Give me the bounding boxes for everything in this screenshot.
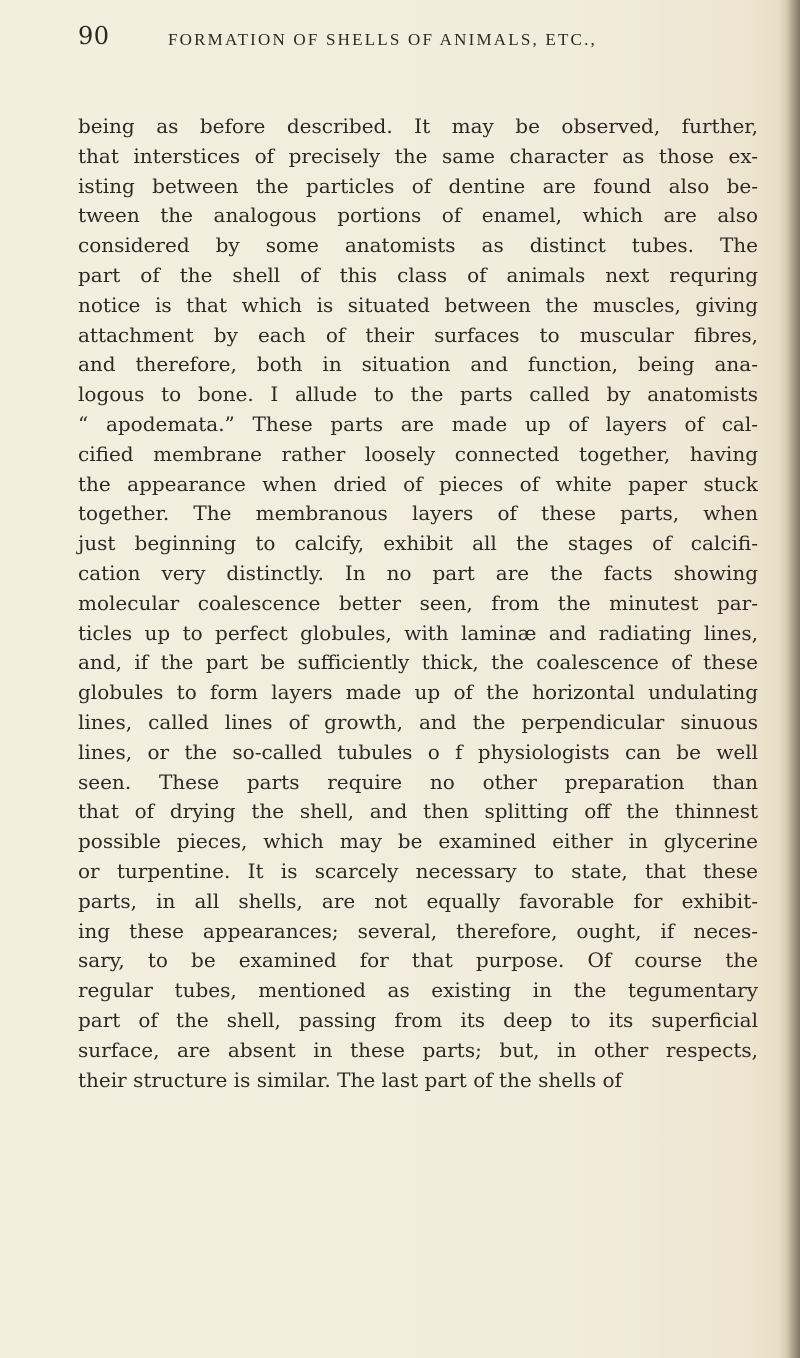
text-line: being as before described. It may be observed, further, xyxy=(78,114,758,138)
page-number: 90 xyxy=(78,22,110,50)
text-line: logous to bone. I allude to the parts called by anatomists xyxy=(78,382,758,407)
text-line: part of the shell of this class of animals next requring xyxy=(78,262,758,287)
text-line: seen. These parts require no other preparation than xyxy=(78,769,758,794)
text-line: their structure is similar. The last part of the shells of xyxy=(78,1067,622,1092)
text-line: attachment by each of their surfaces to muscular fibres, xyxy=(78,322,758,347)
text-line: just beginning to calcify, exhibit all the stages of calcifi- xyxy=(78,531,758,556)
text-line: surface, are absent in these parts; but, in other respects, xyxy=(78,1037,758,1062)
text-line: the appearance when dried of pieces of white paper stuck xyxy=(78,471,758,496)
page-edge-shadow xyxy=(778,0,800,1358)
text-line: part of the shell, passing from its deep to its superficial xyxy=(78,1007,758,1032)
text-line: notice is that which is situated between the muscles, giving xyxy=(78,292,758,317)
text-line: or turpentine. It is scarcely necessary to state, that these xyxy=(78,858,758,883)
text-line: tween the analogous portions of enamel, which are also xyxy=(78,203,758,228)
text-line: regular tubes, mentioned as existing in the tegumentary xyxy=(78,978,758,1003)
text-line: parts, in all shells, are not equally favorable for exhibit- xyxy=(78,888,758,913)
text-line: cation very distinctly. In no part are the facts showing xyxy=(78,560,758,585)
text-line: molecular coalescence better seen, from the minutest par- xyxy=(78,590,758,615)
text-line: sary, to be examined for that purpose. Of course the xyxy=(78,948,758,973)
text-line: lines, or the so-called tubules o f physiologists can be well xyxy=(78,739,758,764)
text-line: and therefore, both in situation and function, being ana- xyxy=(78,352,758,377)
text-line: and, if the part be sufficiently thick, the coalescence of these xyxy=(78,650,758,675)
text-line: lines, called lines of growth, and the perpendicular sinuous xyxy=(78,709,758,734)
text-line: ticles up to perfect globules, with laminæ and radiating lines, xyxy=(78,620,758,645)
text-line: that interstices of precisely the same character as those ex- xyxy=(78,143,758,168)
text-line: “ apodemata.” These parts are made up of layers of cal- xyxy=(78,411,758,436)
page-header xyxy=(78,22,718,62)
text-line: isting between the particles of dentine are found also be- xyxy=(78,173,758,198)
text-line: together. The membranous layers of these parts, when xyxy=(78,501,758,526)
body-text xyxy=(78,112,758,1095)
text-line: considered by some anatomists as distinct tubes. The xyxy=(78,233,758,258)
text-line: globules to form layers made up of the horizontal undulating xyxy=(78,680,758,705)
text-line: possible pieces, which may be examined either in glycerine xyxy=(78,829,758,854)
text-line: ing these appearances; several, therefore, ought, if neces- xyxy=(78,918,758,943)
text-line: cified membrane rather loosely connected together, having xyxy=(78,441,758,466)
text-line: that of drying the shell, and then splitting off the thinnest xyxy=(78,799,758,824)
running-head: FORMATION OF SHELLS OF ANIMALS, ETC., xyxy=(168,30,597,49)
